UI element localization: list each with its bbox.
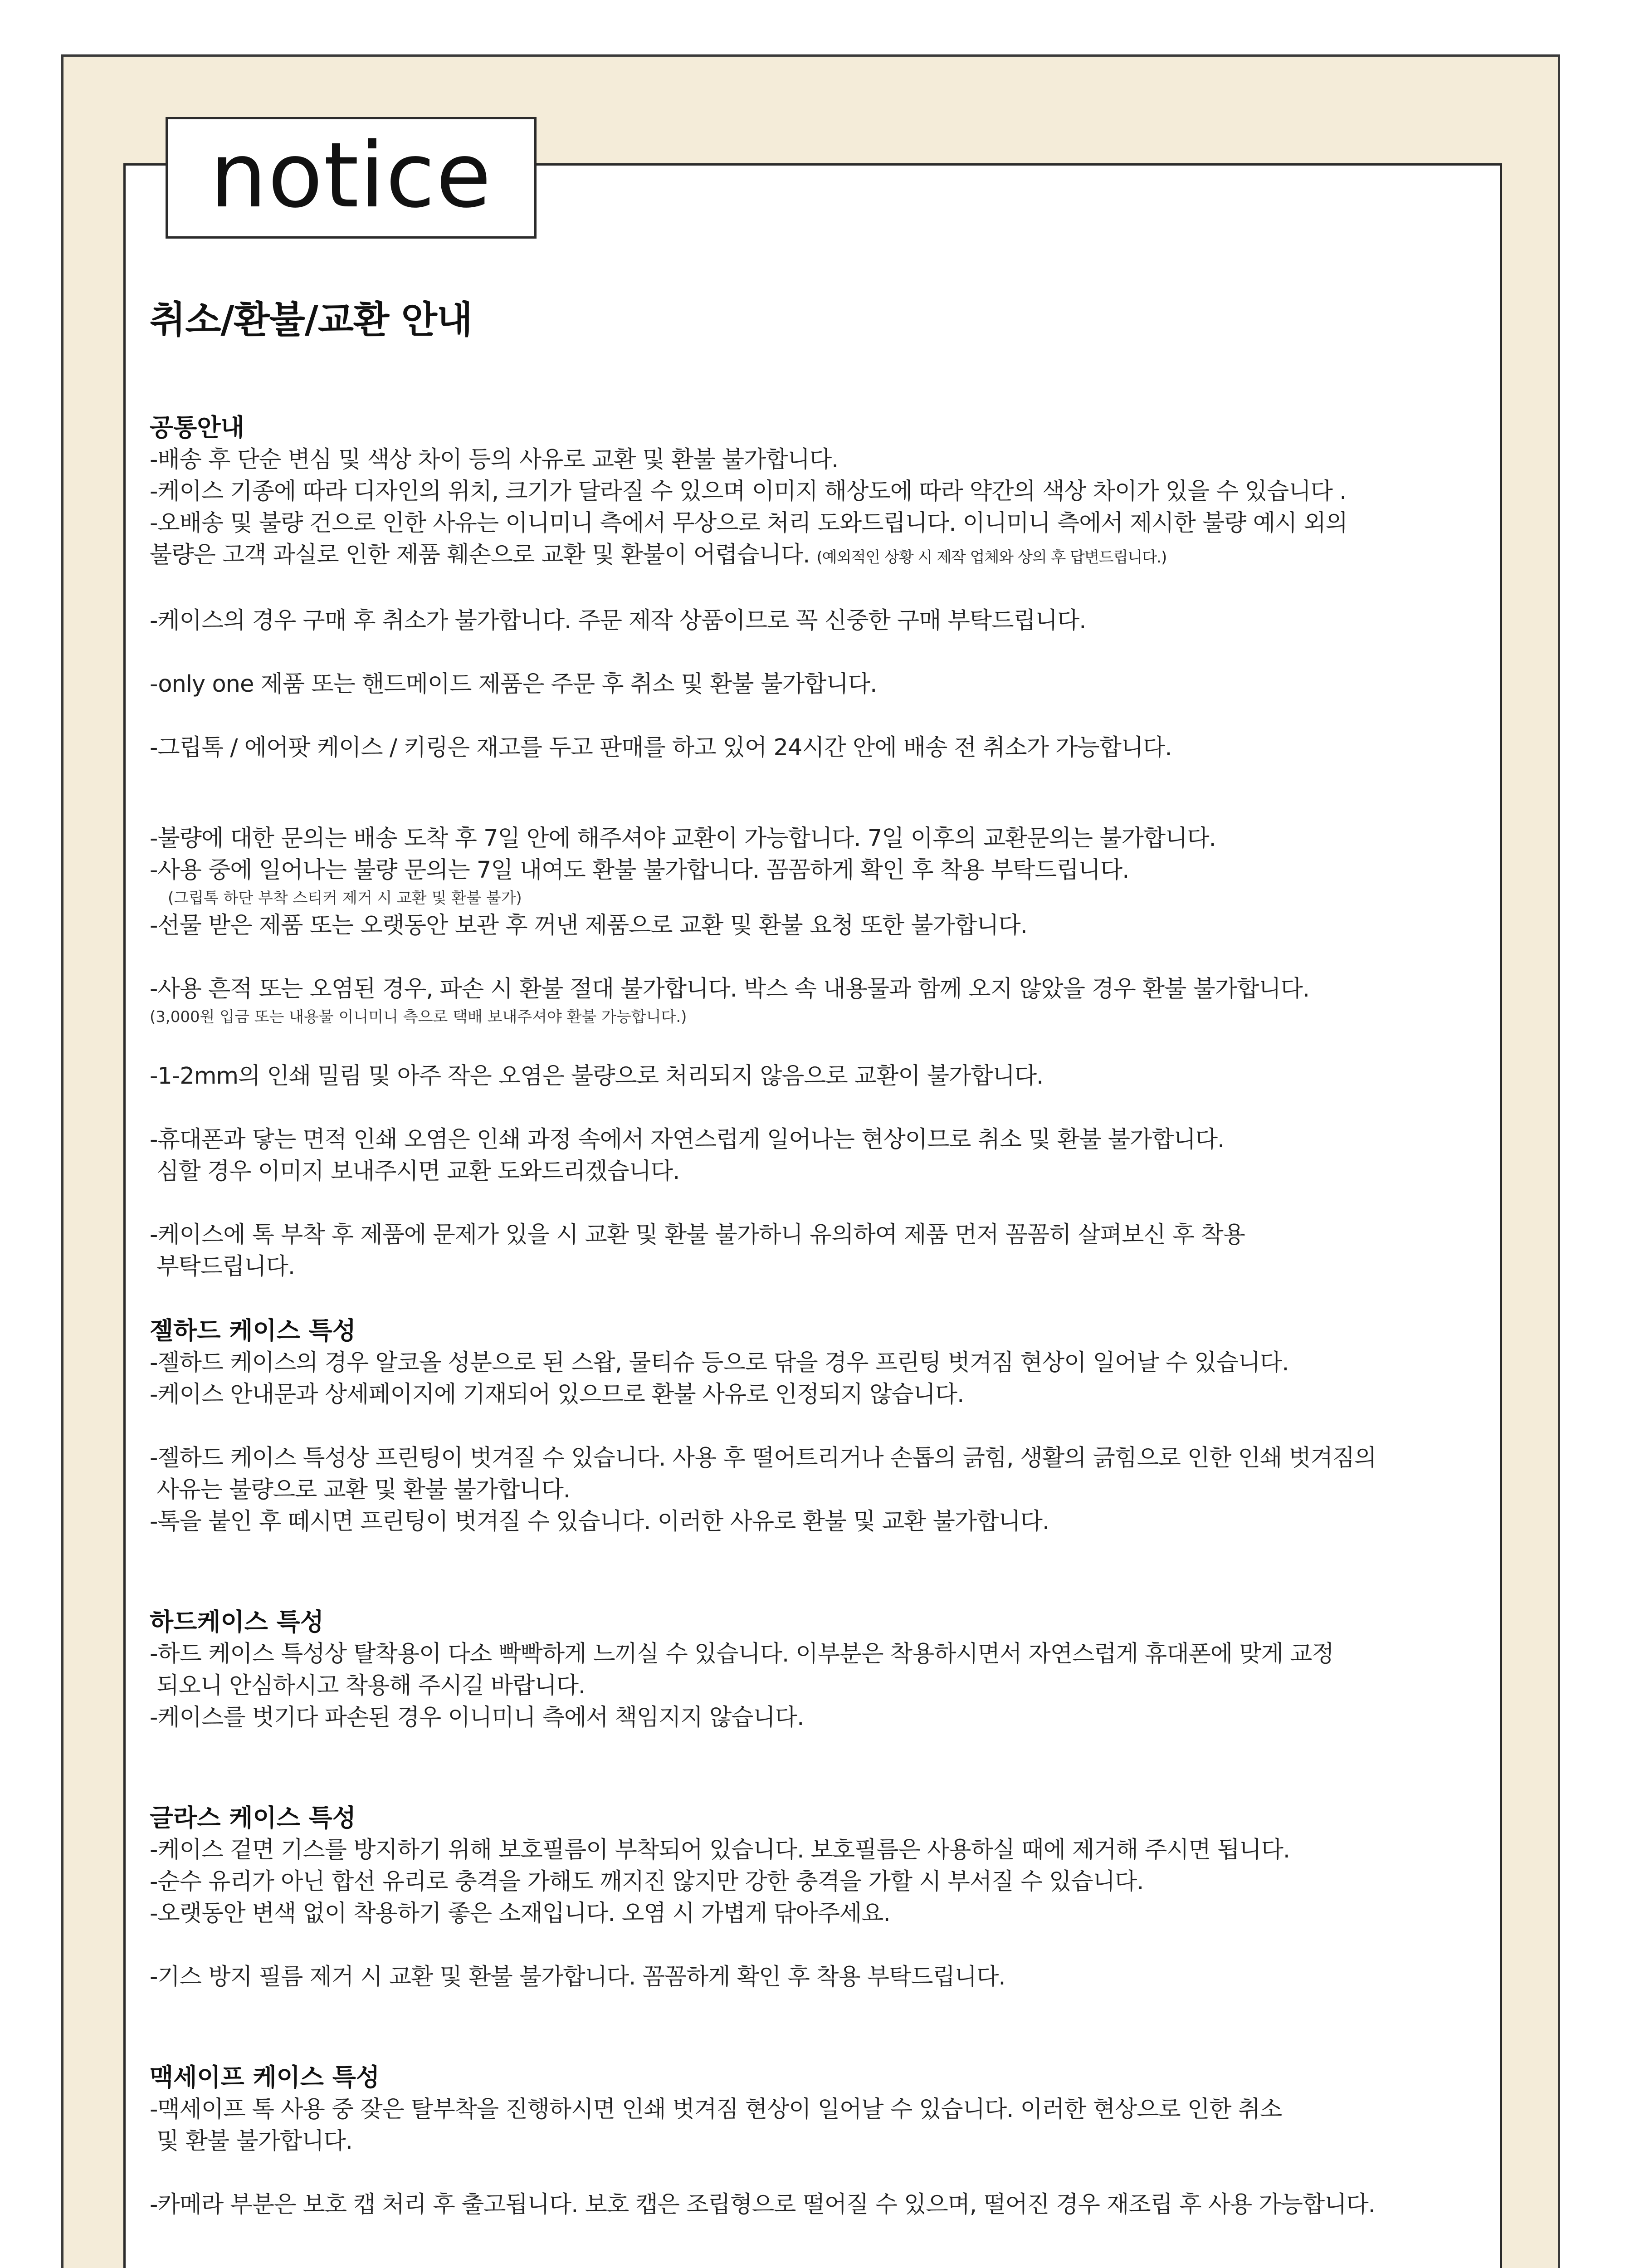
text-line: -케이스 기종에 따라 디자인의 위치, 크기가 달라질 수 있으며 이미지 해상도에 따라 약간의 색상 차이가 있을 수 있습니다 . <box>150 478 1347 505</box>
text-segment: 불량은 고객 과실로 인한 제품 훼손으로 교환 및 환불이 어렵습니다. <box>150 542 810 568</box>
section-title: 하드케이스 특성 <box>150 1608 324 1636</box>
text-line: -오랫동안 변색 없이 착용하기 좋은 소재입니다. 오염 시 가볍게 닦아주세요. <box>150 1900 890 1927</box>
text-line: 되오니 안심하시고 착용해 주시길 바랍니다. <box>150 1672 586 1699</box>
text-line: -1-2mm의 인쇄 밀림 및 아주 작은 오염은 불량으로 처리되지 않음으로 교환이 불가합니다. <box>150 1063 1044 1090</box>
text-line: 사유는 불량으로 교환 및 환불 불가합니다. <box>150 1476 571 1503</box>
text-line: -케이스 안내문과 상세페이지에 기재되어 있으므로 환불 사유로 인정되지 않습니다. <box>150 1381 964 1408</box>
text-line: 심할 경우 이미지 보내주시면 교환 도와드리겠습니다. <box>150 1158 680 1185</box>
section-glass-case <box>150 1802 1483 1993</box>
section-title: 젤하드 케이스 특성 <box>150 1316 356 1345</box>
notice-label: notice <box>210 123 492 228</box>
text-line: -톡을 붙인 후 떼시면 프린팅이 벗겨질 수 있습니다. 이러한 사유로 환불 및 교환 불가합니다. <box>150 1508 1049 1535</box>
text-line: -젤하드 케이스 특성상 프린팅이 벗겨질 수 있습니다. 사용 후 떨어트리거나 손톱의 긁힘, 생활의 긁힘으로 인한 인쇄 벗겨짐의 <box>150 1445 1376 1471</box>
text-line: -불량에 대한 문의는 배송 도착 후 7일 안에 해주셔야 교환이 가능합니다. 7일 이후의 교환문의는 불가합니다. <box>150 825 1216 852</box>
text-line: -케이스 겉면 기스를 방지하기 위해 보호필름이 부착되어 있습니다. 보호필름은 사용하실 때에 제거해 주시면 됩니다. <box>150 1837 1290 1863</box>
small-note: (예외적인 상황 시 제작 업체와 상의 후 답변드립니다.) <box>816 548 1167 567</box>
text-line: -오배송 및 불량 건으로 인한 사유는 이니미니 측에서 무상으로 처리 도와드립니다. 이니미니 측에서 제시한 불량 예시 외의 <box>150 510 1348 537</box>
page-title: 취소/환불/교환 안내 <box>150 298 473 342</box>
text-line: -케이스를 벗기다 파손된 경우 이니미니 측에서 책임지지 않습니다. <box>150 1704 804 1731</box>
text-line: -케이스에 톡 부착 후 제품에 문제가 있을 시 교환 및 환불 불가하니 유의하여 제품 먼저 꼼꼼히 살펴보신 후 착용 <box>150 1222 1245 1248</box>
small-note: (3,000원 입금 또는 내용물 이니미니 측으로 택배 보내주셔야 환불 가능합니다.) <box>150 1008 687 1026</box>
notice-label-box <box>166 117 537 239</box>
text-line: -only one 제품 또는 핸드메이드 제품은 주문 후 취소 및 환불 불가합니다. <box>150 671 877 698</box>
small-note: (그립톡 하단 부착 스티커 제거 시 교환 및 환불 불가) <box>168 889 522 907</box>
text-line: -사용 흔적 또는 오염된 경우, 파손 시 환불 절대 불가합니다. 박스 속 내용물과 함께 오지 않았을 경우 환불 불가합니다. <box>150 976 1310 1002</box>
section-hard-case <box>150 1606 1483 1734</box>
text-line: -순수 유리가 아닌 합선 유리로 충격을 가해도 깨지진 않지만 강한 충격을 가할 시 부서질 수 있습니다. <box>150 1868 1144 1895</box>
section-jelly-hard <box>150 1315 1483 1538</box>
section-magsafe-case <box>150 2061 1483 2221</box>
text-line: -선물 받은 제품 또는 오랫동안 보관 후 꺼낸 제품으로 교환 및 환불 요청 또한 불가합니다. <box>150 912 1027 939</box>
text-line: -케이스의 경우 구매 후 취소가 불가합니다. 주문 제작 상품이므로 꼭 신중한 구매 부탁드립니다. <box>150 607 1086 634</box>
section-title: 글라스 케이스 특성 <box>150 1804 356 1832</box>
text-line: -맥세이프 톡 사용 중 잦은 탈부착을 진행하시면 인쇄 벗겨짐 현상이 일어날 수 있습니다. 이러한 현상으로 인한 취소 <box>150 2096 1282 2123</box>
text-line: -사용 중에 일어나는 불량 문의는 7일 내여도 환불 불가합니다. 꼼꼼하게 확인 후 착용 부탁드립니다. <box>150 857 1129 884</box>
section-title: 공통안내 <box>150 413 244 442</box>
section-common <box>150 411 1483 1283</box>
text-line: -휴대폰과 닿는 면적 인쇄 오염은 인쇄 과정 속에서 자연스럽게 일어나는 현상이므로 취소 및 환불 불가합니다. <box>150 1126 1225 1153</box>
text-line: -그립톡 / 에어팟 케이스 / 키링은 재고를 두고 판매를 하고 있어 24시간 안에 배송 전 취소가 가능합니다. <box>150 734 1172 761</box>
text-line: 및 환불 불가합니다. <box>150 2128 352 2155</box>
text-line: -카메라 부분은 보호 캡 처리 후 출고됩니다. 보호 캡은 조립형으로 떨어질 수 있으며, 떨어진 경우 재조립 후 사용 가능합니다. <box>150 2191 1375 2218</box>
policy-content <box>150 290 1483 2268</box>
text-line <box>150 539 1483 573</box>
text-line: -기스 방지 필름 제거 시 교환 및 환불 불가합니다. 꼼꼼하게 확인 후 착용 부탁드립니다. <box>150 1964 1005 1990</box>
text-line: -배송 후 단순 변심 및 색상 차이 등의 사유로 교환 및 환불 불가합니다. <box>150 446 839 473</box>
text-line: -젤하드 케이스의 경우 알코올 성분으로 된 스왑, 물티슈 등으로 닦을 경우 프린팅 벗겨짐 현상이 일어날 수 있습니다. <box>150 1349 1289 1376</box>
text-line: -하드 케이스 특성상 탈착용이 다소 빡빡하게 느끼실 수 있습니다. 이부분은 착용하시면서 자연스럽게 휴대폰에 맞게 교정 <box>150 1641 1334 1667</box>
text-line: 부탁드립니다. <box>150 1253 295 1280</box>
section-title: 맥세이프 케이스 특성 <box>150 2063 380 2092</box>
